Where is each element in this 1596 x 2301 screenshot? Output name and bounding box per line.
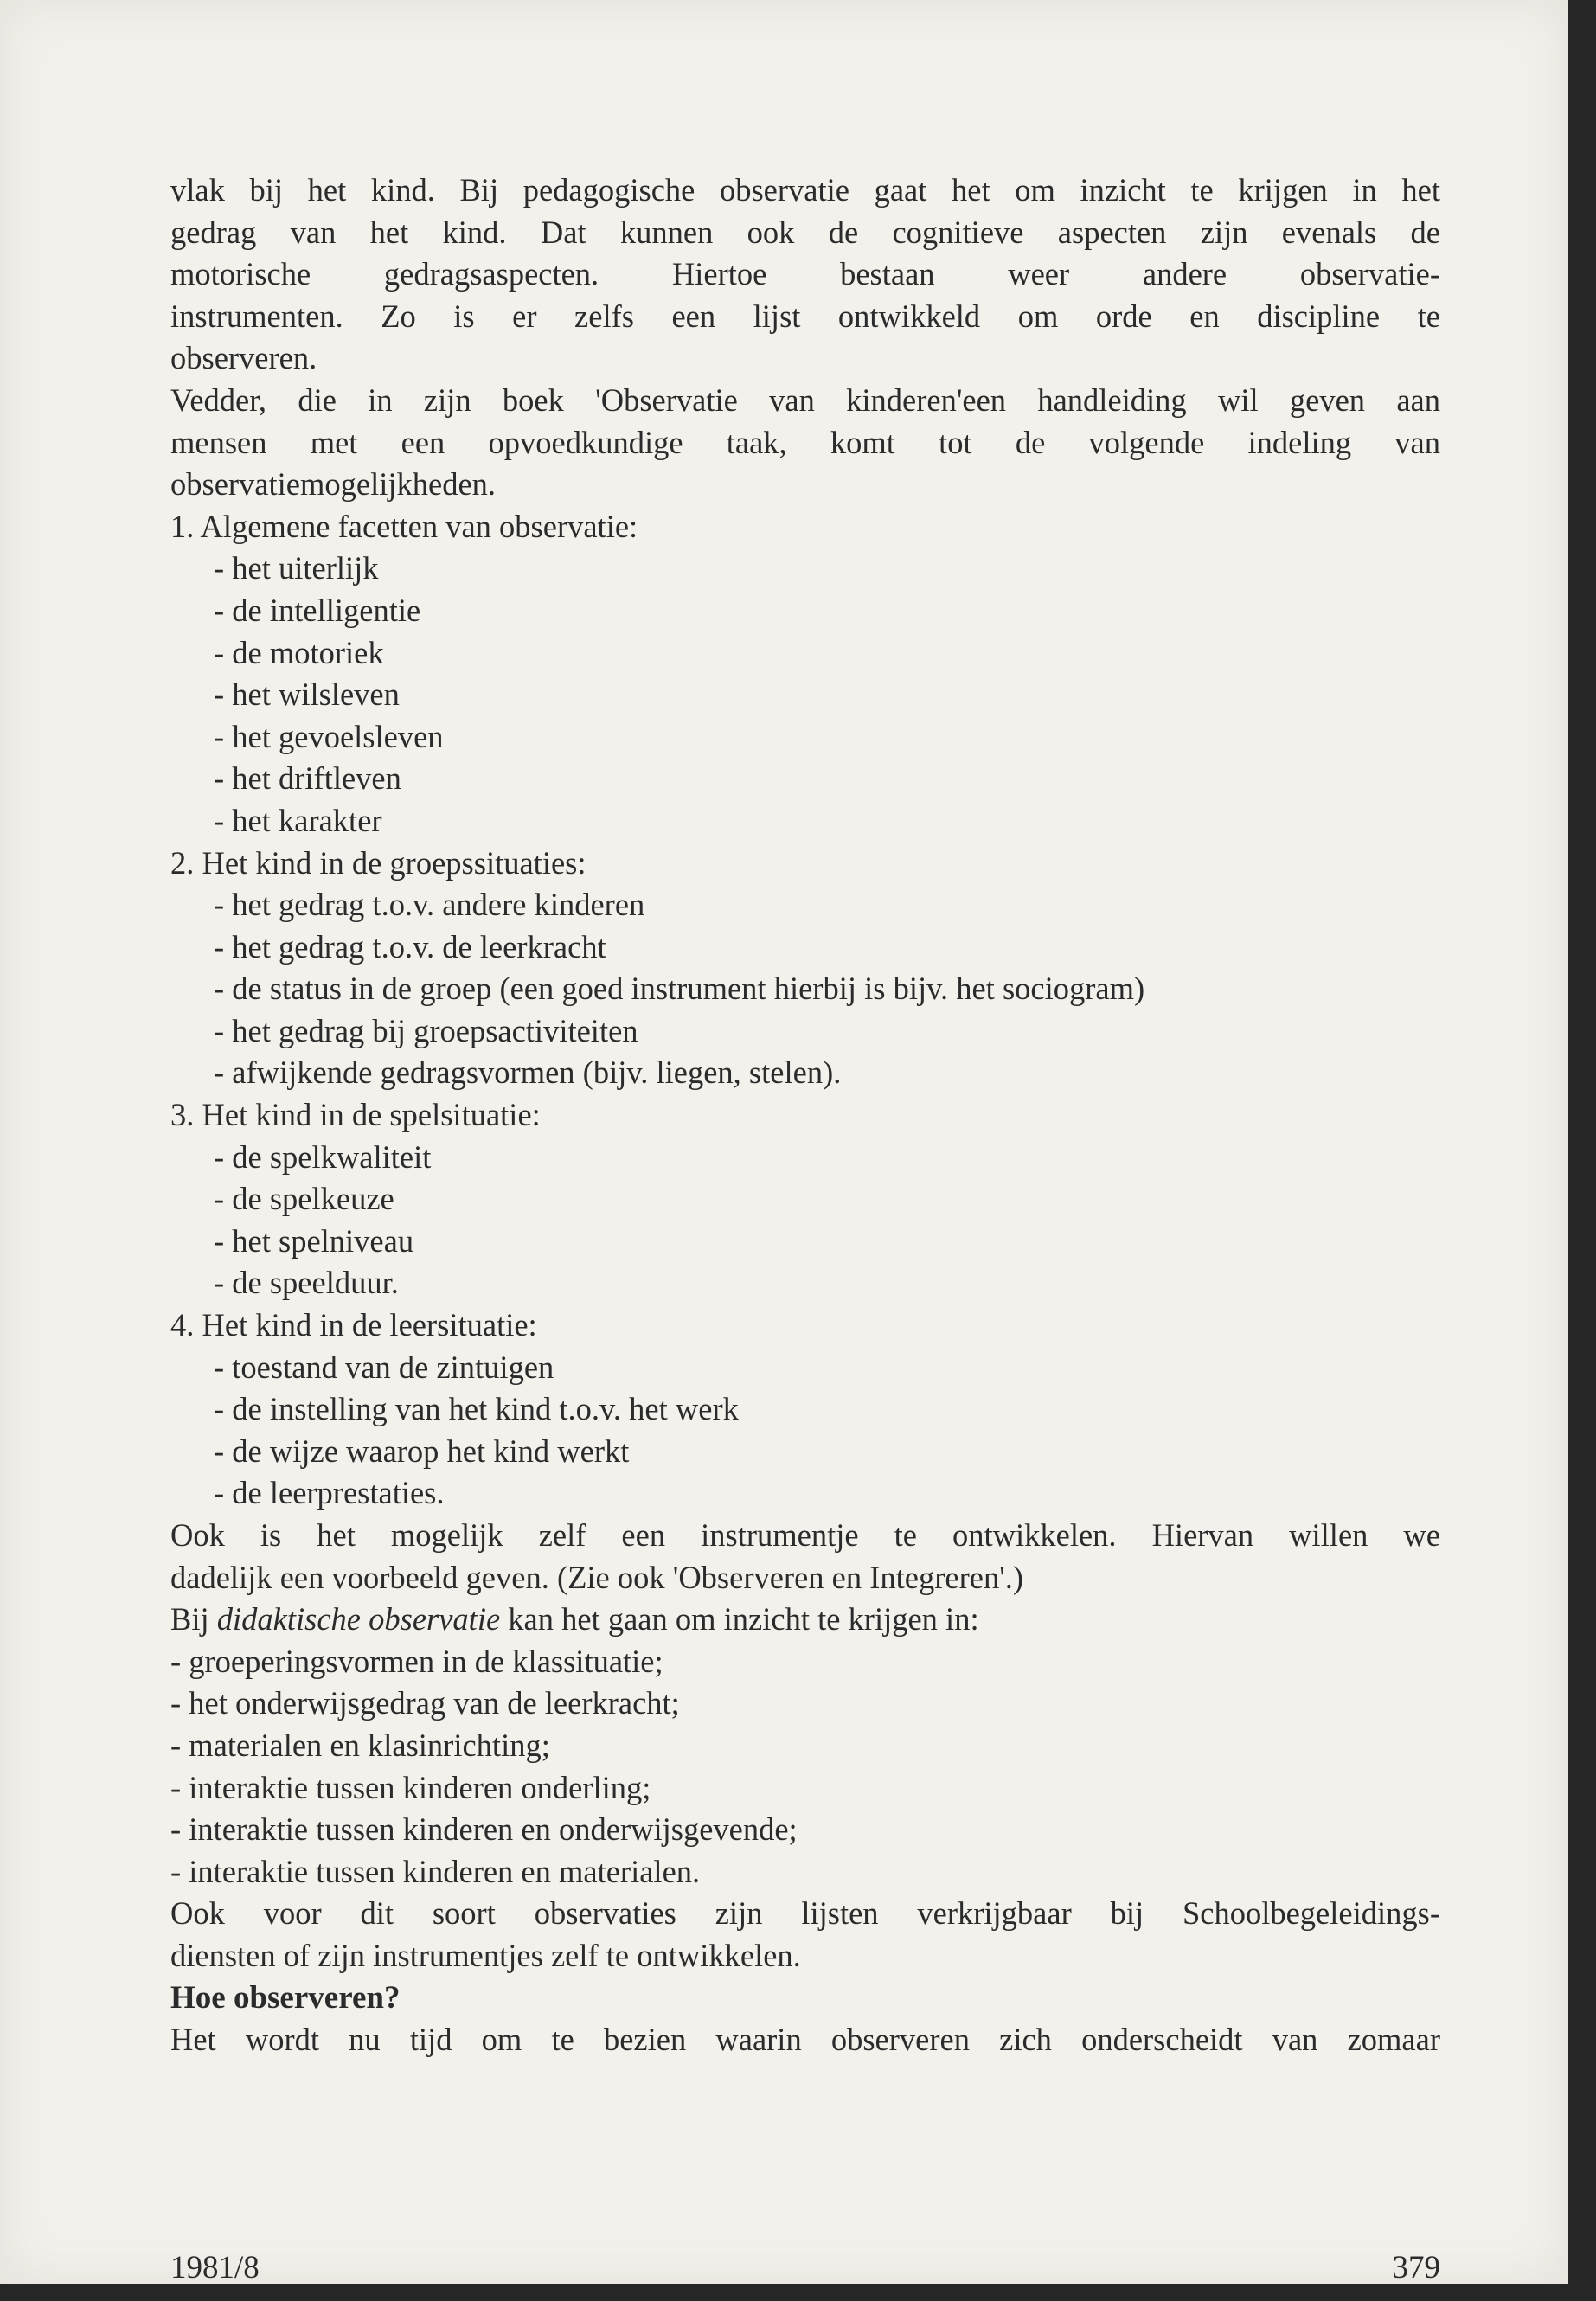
list-item: - het karakter — [214, 802, 382, 838]
list-item: - de wijze waarop het kind werkt — [214, 1433, 630, 1469]
list-item: - interaktie tussen kinderen en onderwijsgevende; — [170, 1811, 798, 1848]
list-item: - interaktie tussen kinderen en materialen. — [170, 1853, 701, 1889]
text-line: Het wordt nu tijd om te bezien waarin observeren zich onderscheidt van zomaar — [170, 2022, 1440, 2058]
text-span: kan het gaan om inzicht te krijgen in: — [500, 1601, 979, 1638]
list-section-title: 2. Het kind in de groepssituaties: — [170, 844, 586, 881]
list-section-title: 1. Algemene facetten van observatie: — [170, 508, 638, 544]
page-number: 379 — [1392, 2250, 1440, 2285]
text-line: dadelijk een voorbeeld geven. (Zie ook 'Observeren en Integreren'.) — [170, 1559, 1024, 1595]
list-item: - groeperingsvormen in de klassituatie; — [170, 1643, 663, 1679]
text-line: diensten of zijn instrumentjes zelf te ontwikkelen. — [170, 1937, 801, 1973]
didactic-intro — [170, 1599, 1440, 1641]
article-body — [170, 170, 1440, 2061]
issue-number: 1981/8 — [170, 2250, 260, 2285]
list-item: - afwijkende gedragsvormen (bijv. liegen, stelen). — [214, 1054, 842, 1091]
list-item: - het gevoelsleven — [214, 718, 444, 754]
list-item: - de intelligentie — [214, 592, 421, 628]
page-footer — [170, 2249, 1440, 2286]
text-line: Vedder, die in zijn boek 'Observatie van kinderen'een handleiding wil geven aan — [170, 381, 1440, 418]
list-item: - het wilsleven — [214, 676, 400, 713]
list-item: - de instelling van het kind t.o.v. het werk — [214, 1391, 739, 1427]
list-item: - de status in de groep (een goed instrument hierbij is bijv. het sociogram) — [214, 971, 1145, 1007]
list-item: - het gedrag t.o.v. andere kinderen — [214, 887, 645, 923]
list-item: - de spelkwaliteit — [214, 1138, 432, 1175]
list-item: - het driftleven — [214, 760, 401, 797]
list-section-title: 3. Het kind in de spelsituatie: — [170, 1097, 541, 1133]
observation-list — [170, 506, 1440, 1515]
text-span: Bij — [170, 1601, 217, 1638]
list-item: - het onderwijsgedrag van de leerkracht; — [170, 1685, 680, 1721]
text-line: vlak bij het kind. Bij pedagogische observatie gaat het om inzicht te krijgen in het — [170, 172, 1440, 208]
text-line: instrumenten. Zo is er zelfs een lijst ontwikkeld om orde en discipline te — [170, 298, 1440, 334]
list-item: - het uiterlijk — [214, 550, 379, 586]
instrument-paragraph — [170, 1515, 1440, 1599]
intro-paragraph — [170, 170, 1440, 380]
list-item: - het gedrag t.o.v. de leerkracht — [214, 928, 606, 965]
list-section-title: 4. Het kind in de leersituatie: — [170, 1307, 537, 1343]
list-item: - materialen en klasinrichting; — [170, 1727, 550, 1763]
list-item: - de spelkeuze — [214, 1181, 394, 1217]
text-line: Ook voor dit soort observaties zijn lijsten verkrijgbaar bij Schoolbegeleidings- — [170, 1895, 1440, 1932]
list-item: - het gedrag bij groepsactiviteiten — [214, 1012, 638, 1048]
list-item: - interaktie tussen kinderen onderling; — [170, 1769, 651, 1805]
text-line: motorische gedragsaspecten. Hiertoe bestaan weer andere observatie- — [170, 256, 1440, 292]
list-item: - toestand van de zintuigen — [214, 1349, 554, 1385]
list-item: - het spelniveau — [214, 1222, 414, 1259]
list-item: - de speelduur. — [214, 1265, 399, 1301]
text-line: mensen met een opvoedkundige taak, komt tot de volgende indeling van — [170, 424, 1440, 460]
text-line: gedrag van het kind. Dat kunnen ook de cognitieve aspecten zijn evenals de — [170, 214, 1440, 250]
closing-paragraph — [170, 1893, 1440, 1977]
vedder-paragraph — [170, 380, 1440, 506]
emphasis-term: didaktische observatie — [216, 1601, 501, 1638]
section-heading: Hoe observeren? — [170, 1979, 401, 2016]
text-line: Ook is het mogelijk zelf een instrumentje te ontwikkelen. Hiervan willen we — [170, 1517, 1440, 1553]
text-line: observeren. — [170, 340, 317, 376]
didactic-section — [170, 1599, 1440, 1893]
text-line: observatiemogelijkheden. — [170, 466, 497, 503]
list-item: - de motoriek — [214, 634, 384, 670]
list-item: - de leerprestaties. — [214, 1475, 445, 1511]
